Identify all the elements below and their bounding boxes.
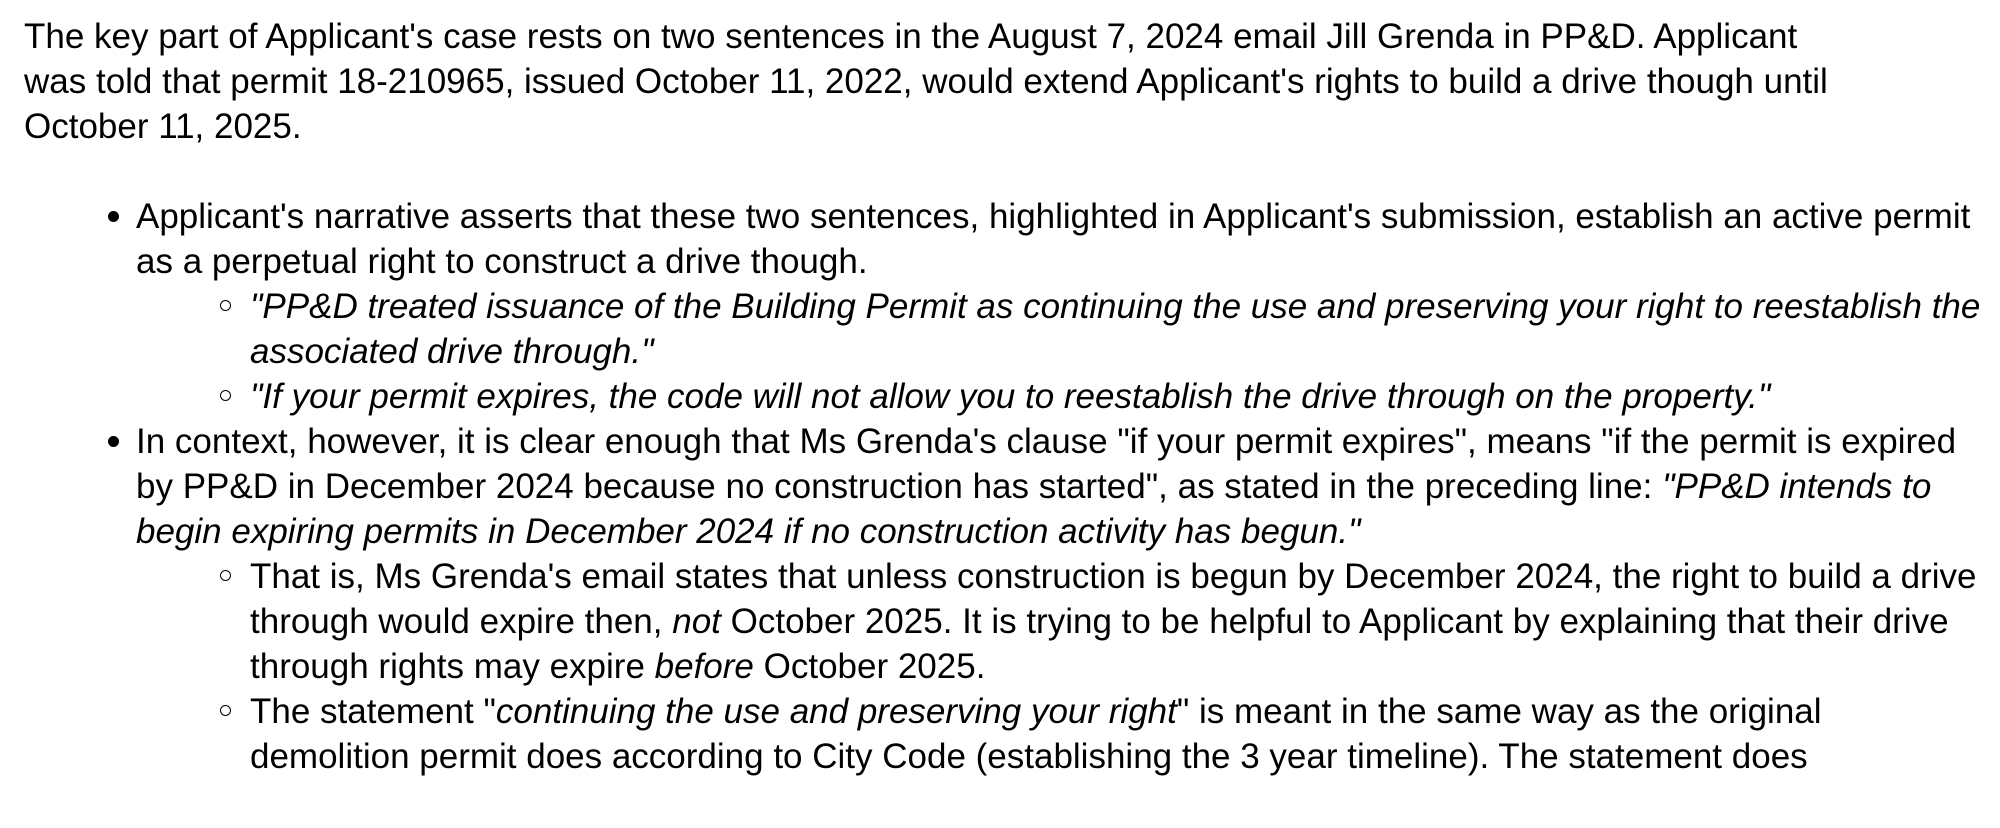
text-run: October 2025. (753, 647, 986, 686)
hollow-bullet-icon (220, 300, 231, 311)
bullet-quote: "PP&D intends to begin expiring permits in December 2024 if no construction activity has begun." (136, 467, 1932, 551)
bullet-text: Applicant's narrative asserts that these two sentences, highlighted in Applicant's submission, establish an active permit as a perpetual right to construct a drive though. (136, 197, 1971, 281)
emphasis-quote: continuing the use and preserving your right (495, 692, 1177, 731)
bullet-list (24, 194, 1984, 779)
intro-paragraph (24, 14, 1984, 149)
sub-bullet-text (138, 554, 1984, 689)
hollow-bullet-icon (220, 705, 231, 716)
text-run: That is, Ms Grenda's email states that unless construction is begun by December 2024, the right to build a drive through would expire then, (250, 557, 1977, 641)
quote-text: "If your permit expires, the code will not allow you to reestablish the drive through on the property." (250, 377, 1771, 416)
emphasis-not: not (672, 602, 721, 641)
list-item-context (24, 419, 1984, 779)
quote-text: "PP&D treated issuance of the Building Permit as continuing the use and preserving your right to reestablish the associated drive through." (250, 287, 1981, 371)
sub-list-item-quote-2 (24, 374, 1984, 419)
filled-bullet-icon (108, 436, 119, 447)
intro-line-2: was told that permit 18-210965, issued October 11, 2022, would extend Applicant's rights to build a drive though until (24, 62, 1828, 101)
sub-bullet-text (138, 689, 1984, 779)
bullet-text: In context, however, it is clear enough that Ms Grenda's clause "if your permit expires", means "if the permit is expired by PP&D in December 2024 because no construction has started", as stated in the preceding line: (136, 422, 1957, 506)
sub-list-item-quote-1 (24, 284, 1984, 374)
intro-line-1: The key part of Applicant's case rests on two sentences in the August 7, 2024 email Jill Grenda in PP&D. Applicant (24, 17, 1798, 56)
emphasis-before: before (654, 647, 754, 686)
sub-list-item-that-is (24, 554, 1984, 689)
hollow-bullet-icon (220, 570, 231, 581)
text-run: October 2025. It is trying to be helpful to Applicant by explaining that their drive through rights may expire (250, 602, 1949, 686)
text-run: The statement " (250, 692, 496, 731)
document-body (24, 14, 1984, 779)
sub-bullet-list (136, 554, 1984, 779)
filled-bullet-icon (108, 211, 119, 222)
list-item-narrative (24, 194, 1984, 419)
sub-list-item-statement (24, 689, 1984, 779)
hollow-bullet-icon (220, 390, 231, 401)
intro-line-3: October 11, 2025. (24, 107, 302, 146)
paragraph-spacer (24, 149, 1984, 194)
text-run: " is meant in the same way as the original demolition permit does according to City Code (establishing the 3 year timeline). The statement does (250, 692, 1822, 776)
sub-bullet-list (136, 284, 1984, 419)
